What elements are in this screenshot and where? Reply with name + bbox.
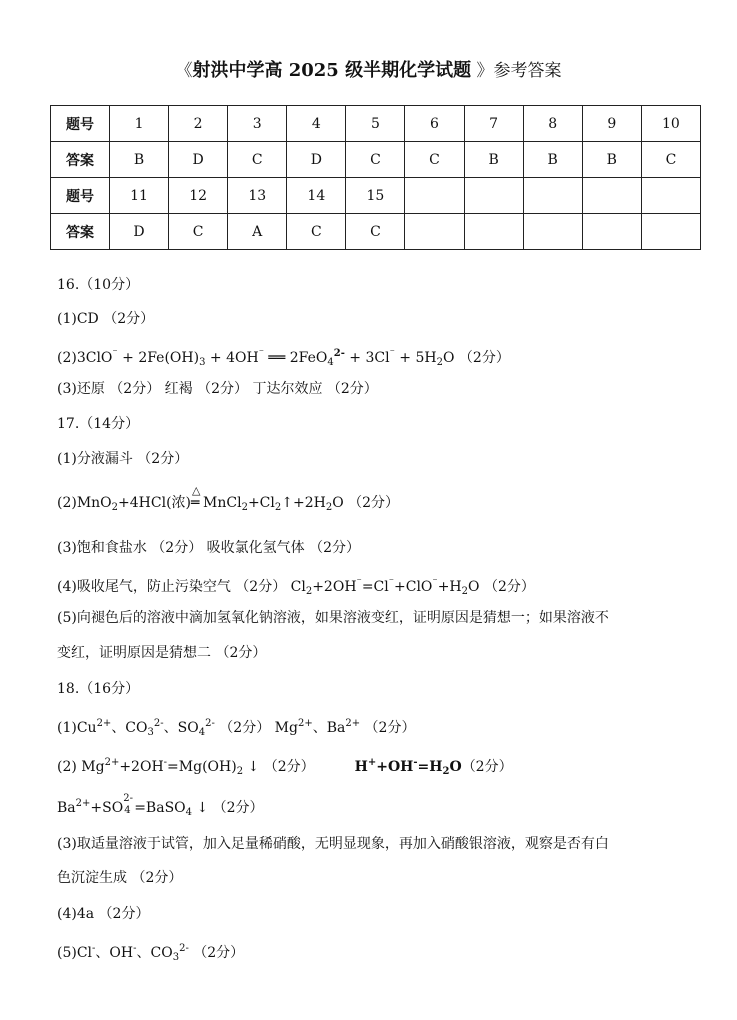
answer-cell: B — [110, 142, 169, 178]
q18-heading: 18.（16分） — [57, 681, 140, 697]
heating-symbol: △ — [192, 484, 201, 497]
title-main: 射洪中学高 2025 级半期化学试题 — [192, 60, 472, 81]
q18-part3-line2: 色沉淀生成 （2分） — [57, 870, 183, 886]
q17-part3: (3)饱和食盐水 （2分） 吸收氯化氢气体 （2分） — [57, 540, 360, 556]
answer-cell: B — [582, 142, 641, 178]
question-number-cell: 13 — [228, 178, 287, 214]
question-number-cell: 4 — [287, 106, 346, 142]
question-number-cell: 10 — [641, 106, 700, 142]
answer-cell: C — [287, 214, 346, 250]
answer-cell: A — [228, 214, 287, 250]
title-suffix: 》参考答案 — [471, 61, 562, 81]
table-row-numbers-1 — [51, 106, 701, 142]
question-number-cell: 12 — [169, 178, 228, 214]
answer-cell — [523, 214, 582, 250]
answer-cell: D — [287, 142, 346, 178]
answer-cell: D — [169, 142, 228, 178]
answer-cell — [464, 214, 523, 250]
q17-part1: (1)分液漏斗 （2分） — [57, 451, 189, 467]
q18-part1: $(1)Cu^{2+}$、$CO_3^{2-}$、$SO_4^{2-}$ （2分） $Mg^{2+}$、$Ba^{2+}$ （2分） — [57, 718, 416, 738]
row-label-answer: 答案 — [51, 142, 110, 178]
question-number-cell: 6 — [405, 106, 464, 142]
answer-cell: C — [169, 214, 228, 250]
row-label-number: 题号 — [51, 106, 110, 142]
q18-part2: (2) $Mg^{2+}+2OH^-=Mg(OH)_2$ ↓ （2分） $H^++OH^-=H_2O(2$分） — [57, 757, 513, 777]
q17-part2: (2)MnO$_2$+4HCl(浓) △ ═ $MnCl_2+Cl_2↑+2H_2O$ （2分） — [57, 484, 400, 513]
question-number-cell: 11 — [110, 178, 169, 214]
answer-cell: C — [346, 214, 405, 250]
q18-part5: (5)Cl-、OH-、$CO_3^{2-}$ （2分） — [57, 943, 245, 963]
answer-cell: C — [405, 142, 464, 178]
answer-cell: D — [110, 214, 169, 250]
row-label-answer: 答案 — [51, 214, 110, 250]
question-number-cell — [582, 178, 641, 214]
question-number-cell: 7 — [464, 106, 523, 142]
question-number-cell: 2 — [169, 106, 228, 142]
answer-cell — [641, 214, 700, 250]
answer-cell: B — [464, 142, 523, 178]
answer-cell: C — [346, 142, 405, 178]
q18-part4: (4)4a （2分） — [57, 906, 150, 922]
answer-cell — [582, 214, 641, 250]
q17-heading: 17.（14分） — [57, 416, 140, 432]
question-number-cell: 5 — [346, 106, 405, 142]
question-number-cell: 8 — [523, 106, 582, 142]
answer-cell: B — [523, 142, 582, 178]
question-number-cell: 15 — [346, 178, 405, 214]
q17-part5-line2: 变红，证明原因是猜想二 （2分） — [57, 645, 267, 661]
question-number-cell — [523, 178, 582, 214]
question-number-cell — [464, 178, 523, 214]
question-number-cell: 9 — [582, 106, 641, 142]
table-row-answers-1 — [51, 142, 701, 178]
q16-part3: (3)还原 （2分） 红褐 （2分） 丁达尔效应 （2分） — [57, 381, 378, 397]
question-number-cell — [641, 178, 700, 214]
question-number-cell: 14 — [287, 178, 346, 214]
question-number-cell — [405, 178, 464, 214]
q17-part5-line1: (5)向褪色后的溶液中滴加氢氧化钠溶液，如果溶液变红，证明原因是猜想一；如果溶液不 — [57, 610, 609, 626]
q18-part2-barium: $Ba^{2+}+SO$ 2- 4 =BaSO$_4$ ↓ （2分） — [57, 793, 264, 818]
table-row-answers-2 — [51, 214, 701, 250]
table-row-numbers-2 — [51, 178, 701, 214]
q16-part1: (1)CD （2分） — [57, 311, 155, 327]
answer-cell — [405, 214, 464, 250]
q18-part3-line1: (3)取适量溶液于试管，加入足量稀硝酸，无明显现象，再加入硝酸银溶液，观察是否有白 — [57, 836, 609, 852]
row-label-number: 题号 — [51, 178, 110, 214]
q17-part4: (4)吸收尾气，防止污染空气 （2分） $Cl_2+2OH^{^-}=Cl^{^-}+ClO^{^-}+H_2O$ （2分） — [57, 577, 535, 597]
document-title — [0, 56, 737, 82]
answer-table — [50, 105, 701, 250]
question-number-cell: 3 — [228, 106, 287, 142]
answer-cell: C — [641, 142, 700, 178]
q16-heading: 16.（10分） — [57, 277, 140, 293]
question-number-cell: 1 — [110, 106, 169, 142]
title-open-bracket: 《 — [175, 61, 193, 81]
answer-cell: C — [228, 142, 287, 178]
q16-part2: $(2)3ClO^{^-} + 2Fe(OH)_3 + 4OH^{^-}$ ══ $2FeO_4^{2-} + 3Cl^{^-} + 5H_2O$ （2分） — [57, 348, 510, 368]
